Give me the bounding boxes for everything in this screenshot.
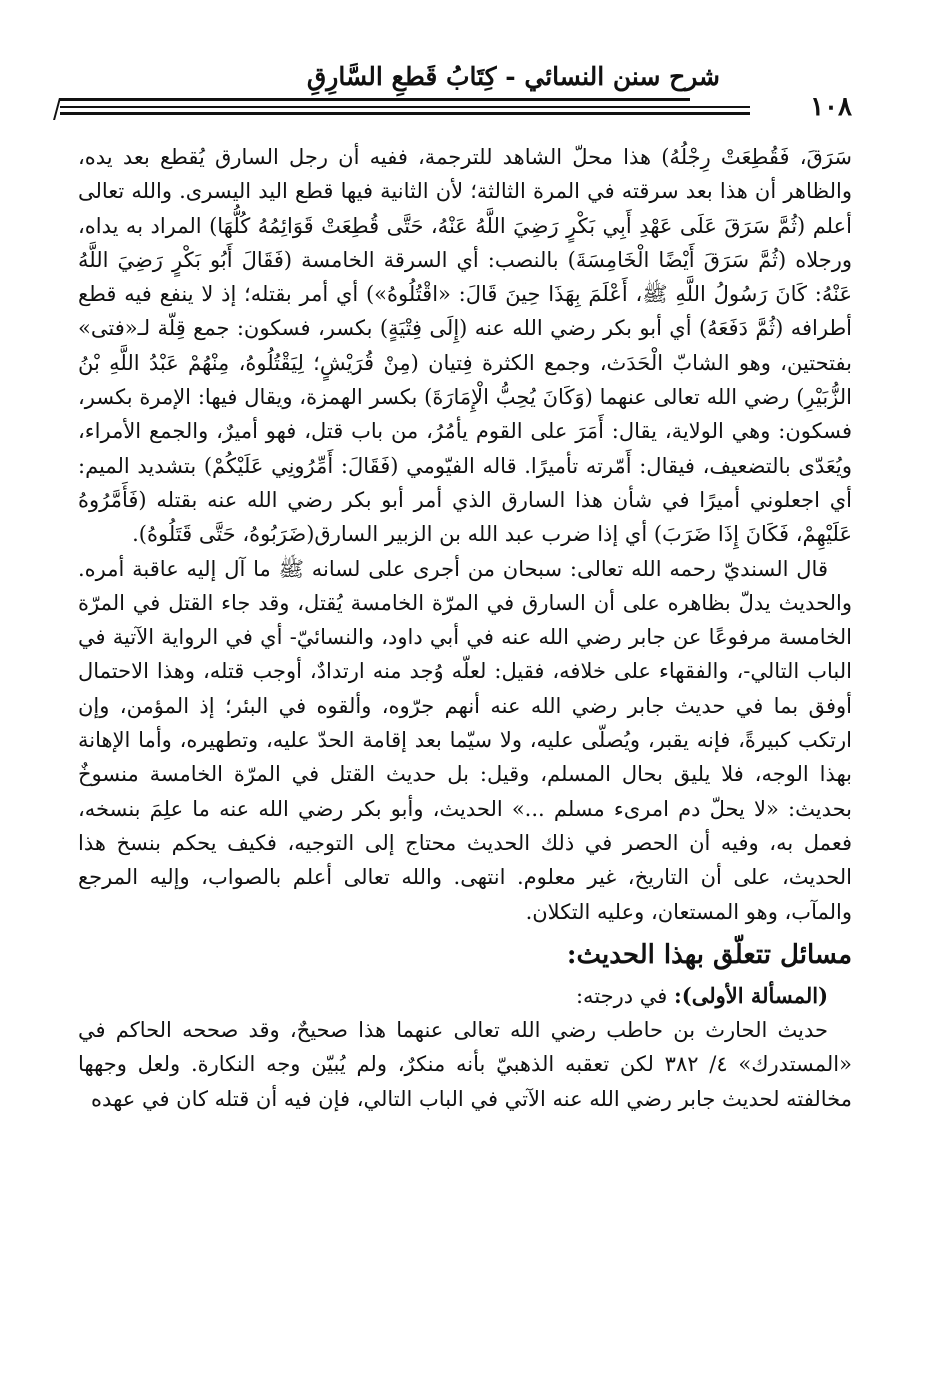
issue-label: (المسألة الأولى): (674, 982, 828, 1008)
commentary-paragraph-3: حديث الحارث بن حاطب رضي الله تعالى عنهما هذا صحيحٌ، وقد صححه الحاكم في «المستدرك» ٤/ ٣٨٢ لكن تعقبه الذهبيّ بأنه منكرٌ، ولم يُبيّن وجه النكارة. ولعل وجهها مخالفته لحديث جابر رضي الله عنه الآتي في الباب التالي، فإن فيه أن قتله كان في عهده (78, 1018, 852, 1111)
commentary-paragraph-2: قال السنديّ رحمه الله تعالى: سبحان من أجرى على لسانه ﷺ ما آل إليه عاقبة أمره. والحديث يدلّ بظاهره على أن السارق في المرّة الخامسة يُقتل، وقد جاء القتل في المرّة الخامسة مرفوعًا عن جابر رضي الله عنه في أبي داود، والنسائيّ- أي في الرواية الآتية في الباب التالي-، والفقهاء على خلافه، فقيل: لعلّه وُجد منه ارتدادٌ، أوجب قتله، وهذا الاحتمال أوفق بما في حديث جابر رضي الله عنه أنهم جرّوه، وألقوه في البئر؛ إذ المؤمن، وإن ارتكب كبيرةً، فإنه يقبر، ويُصلّى عليه، ولا سيّما بعد إقامة الحدّ عليه، وتطهيره، وأما الإهانة بهذا الوجه، فلا يليق بحال المسلم، وقيل: بل حديث القتل في المرّة الخامسة منسوخٌ بحديث: «لا يحلّ دم امرىء مسلم ...» الحديث، وأبو بكر رضي الله عنه ما علِمَ بنسخه، فعمل به، وفيه أن الحصر في ذلك الحديث محتاج إلى التوجيه، فكيف يحكم بنسخ هذا الحديث، على أن التاريخ، غير معلوم. انتهى. والله تعالى أعلم بالصواب، وإليه المرجع والمآب، وهو المستعان، وعليه التكلان. (78, 556, 852, 924)
page-body (78, 140, 852, 1116)
page-header (60, 58, 860, 122)
section-heading: مسائل تتعلّق بهذا الحديث: (566, 939, 852, 970)
issue-line (78, 979, 852, 1013)
header-rule-end-mark (53, 98, 61, 120)
issue-text: في درجته: (575, 983, 668, 1008)
header-rule-middle (60, 106, 750, 108)
commentary-paragraph-1: سَرَقَ، فَقُطِعَتْ رِجْلُهُ) هذا محلّ الشاهد للترجمة، ففيه أن رجل السارق يُقطع بعد يده، والظاهر أن هذا بعد سرقته في المرة الثالثة؛ لأن الثانية فيها قطع اليد اليسرى. والله تعالى أعلم (ثُمَّ سَرَقَ عَلَى عَهْدِ أَبِي بَكْرٍ رَضِيَ اللَّهُ عَنْهُ، حَتَّى قُطِعَتْ قَوَائِمُهُ كُلُّهَا) المراد به يداه، ورجلاه (ثُمَّ سَرَقَ أَيْضًا الْخَامِسَةَ) بالنصب: أي السرقة الخامسة (فَقَالَ أَبُو بَكْرٍ رَضِيَ اللَّهُ عَنْهُ: كَانَ رَسُولُ اللَّهِ ﷺ، أَعْلَمَ بِهَذَا حِينَ قَالَ: «اقْتُلُوهُ») أي أمر بقتله؛ إذ لا ينفع فيه قطع أطرافه (ثُمَّ دَفَعَهُ) أي أبو بكر رضي الله عنه (إِلَى فِتْيَةٍ) بكسر، فسكون: جمع قِلّة لـ«فتى» بفتحتين، وهو الشابّ الْحَدَث، وجمع الكثرة فِتيان (مِنْ قُرَيْشٍ؛ لِيَقْتُلُوهُ، مِنْهُمْ عَبْدُ اللَّهِ بْنُ الزُّبَيْرِ) رضي الله تعالى عنهما (وَكَانَ يُحِبُّ الْإِمَارَةَ) بكسر الهمزة، ويقال فيها: الإمرة بكسر، فسكون: وهي الولاية، يقال: أَمَرَ على القوم يأمُرُ، من باب قتل، فهو أميرٌ، والجمع الأمراء، ويُعَدّى بالتضعيف، فيقال: أَمّرته تأميرًا. قاله الفيّومي (فَقَالَ: أَمِّرُونِي عَلَيْكُمْ) بتشديد الميم: أي اجعلوني أميرًا في شأن هذا السارق الذي أمر أبو بكر رضي الله عنه بقتله (فَأَمَّرُوهُ عَلَيْهِمْ، فَكَانَ إِذَا ضَرَبَ) أي إذا ضرب عبد الله بن الزبير السارق(ضَرَبُوهُ، حَتَّى قَتَلُوهُ). (78, 145, 852, 547)
header-rule-bottom (60, 112, 750, 115)
running-title: شرح سنن النسائي - كِتَابُ قَطعِ السَّارِقِ (306, 62, 720, 91)
page-number: ١٠٨ (810, 92, 852, 122)
header-rule-top (60, 98, 690, 101)
